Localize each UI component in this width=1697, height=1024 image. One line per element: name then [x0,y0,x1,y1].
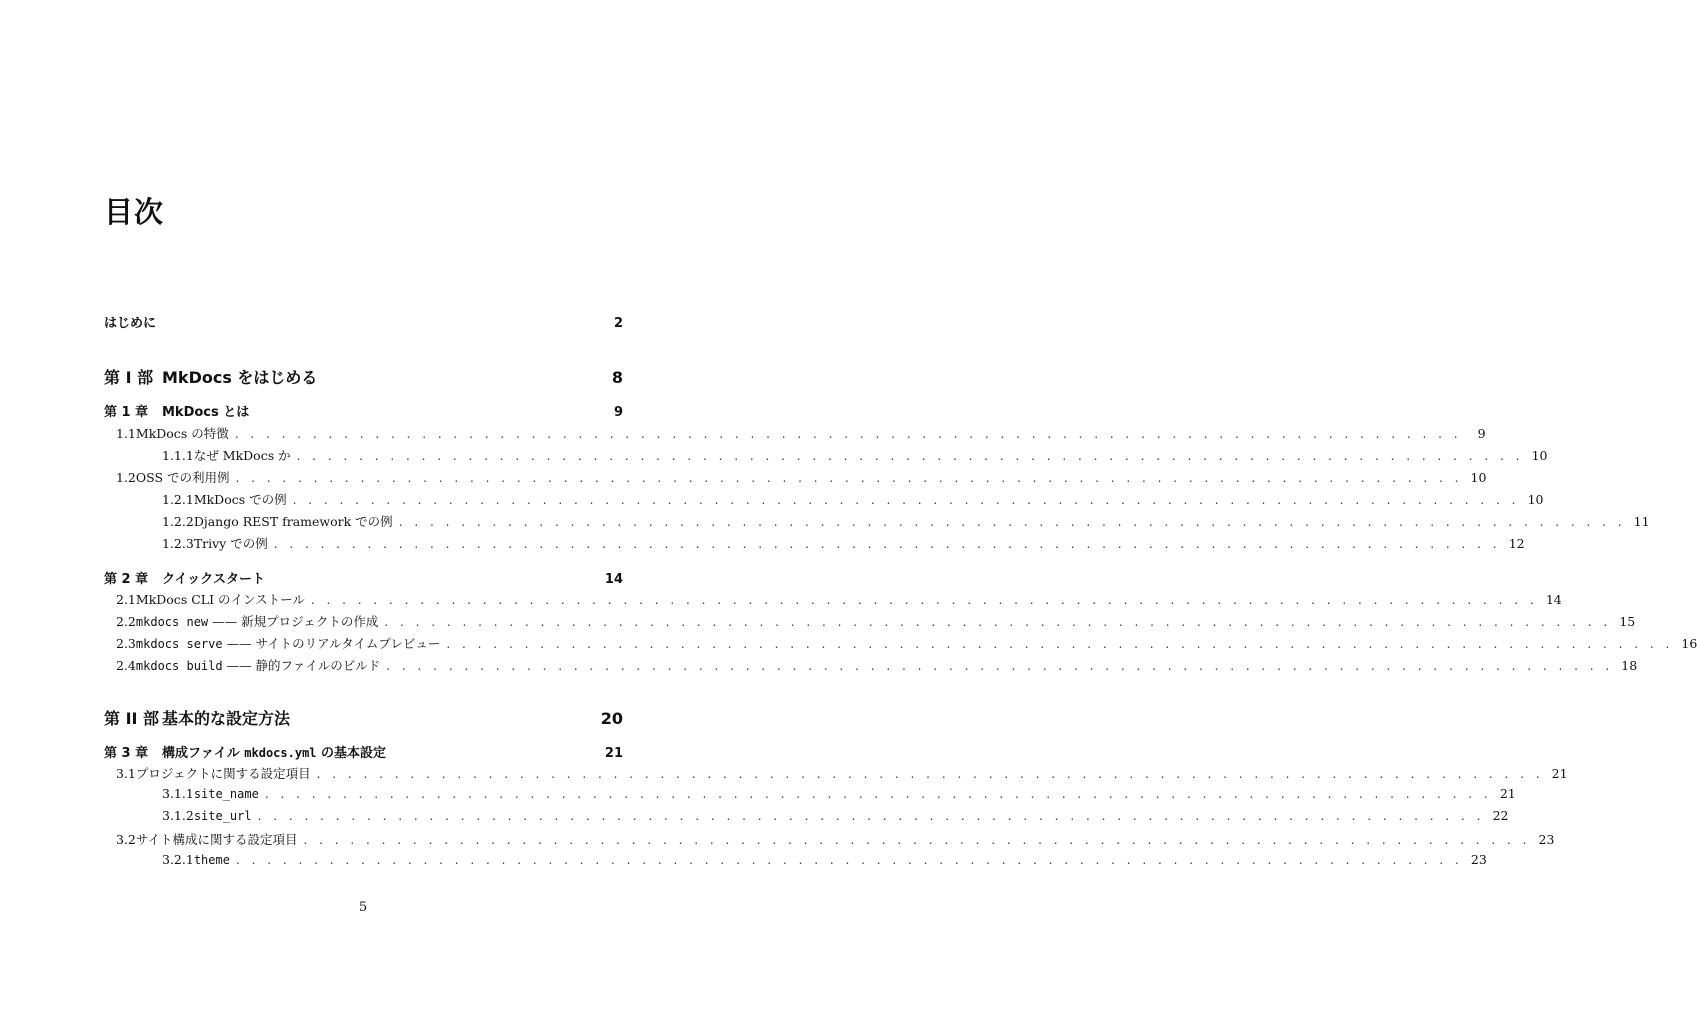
entry-page: 16 [1681,636,1697,651]
toc-entry-section-2-1[interactable] [104,590,1562,612]
section-number: 1.2 [116,470,136,485]
entry-page: 8 [611,368,623,387]
entry-page: 11 [1633,514,1650,529]
dot-leader [258,809,1485,823]
section-number: 2.1 [116,592,136,607]
entry-title [136,634,441,652]
toc-entry-preface[interactable] [104,312,623,334]
dot-leader [293,493,1520,507]
section-number: 1.2.2 [162,514,194,529]
entry-title: なぜ MkDocs か [193,448,291,463]
entry-page: 21 [604,746,623,761]
entry-page: 10 [1470,470,1487,485]
entry-title: プロジェクトに関する設定項目 [135,766,311,781]
dot-leader [317,767,1544,781]
entry-title: MkDocs CLI のインストール [135,592,305,607]
entry-title: MkDocs をはじめる [162,368,318,387]
dot-leader [297,449,1524,463]
entry-title: MkDocs とは [162,405,250,420]
toc-entry-subsection-3-1-1[interactable] [104,786,1516,808]
section-number: 3.1.2 [162,808,194,823]
entry-page: 22 [1492,808,1509,823]
entry-page: 9 [1477,426,1486,441]
toc-entry-section-2-3[interactable] [104,634,1697,656]
toc-entry-subsection-3-1-2[interactable] [104,808,1509,830]
toc-entry-chapter-1[interactable] [104,401,623,423]
part-label: 第 II 部 [104,709,160,728]
dot-leader [235,427,1462,441]
dot-leader [265,787,1492,801]
entry-page: 15 [1619,614,1636,629]
dot-leader [384,615,1611,629]
toc-entry-subsection-1-2-1[interactable] [104,490,1544,512]
entry-title-text-tail: の基本設定 [316,746,387,761]
entry-title: 基本的な設定方法 [162,709,291,728]
entry-title: はじめに [104,316,157,331]
entry-title [162,742,386,761]
entry-title [136,612,378,630]
section-number: 2.4 [116,658,136,673]
dot-leader [236,853,1463,867]
toc-entry-section-3-1[interactable] [104,764,1568,786]
dot-leader [311,593,1538,607]
dot-leader [386,659,1613,673]
dot-leader [304,833,1531,847]
entry-page: 21 [1499,786,1516,801]
entry-title: theme [193,853,230,867]
toc-entry-part-1[interactable] [104,365,623,387]
command-code: mkdocs new [135,615,209,629]
toc-entry-chapter-3[interactable] [104,742,623,764]
toc-entry-section-1-1[interactable] [104,424,1486,446]
entry-title: MkDocs の特徴 [135,426,229,441]
entry-title: site_url [193,809,252,823]
chapter-label: 第 1 章 [104,405,149,420]
entry-page: 2 [613,316,623,331]
entry-page: 23 [1538,832,1555,847]
toc-entry-section-1-2[interactable] [104,468,1487,490]
page-title: 目次 [104,195,165,229]
toc-entry-subsection-1-1-1[interactable] [104,446,1548,468]
section-number: 2.2 [116,614,136,629]
entry-title: OSS での利用例 [135,470,230,485]
section-number: 1.1.1 [162,448,194,463]
chapter-label: 第 2 章 [104,572,149,587]
chapter-label: 第 3 章 [104,746,149,761]
entry-page: 14 [604,572,623,587]
entry-title: Trivy での例 [193,536,268,551]
entry-title: Django REST framework での例 [193,514,393,529]
entry-title: クイックスタート [162,572,265,587]
dot-leader [399,515,1626,529]
entry-title-text: —— サイトのリアルタイムプレビュー [222,636,441,651]
dot-leader [446,637,1673,651]
section-number: 2.3 [116,636,136,651]
entry-page: 9 [613,405,623,420]
section-number: 3.1 [116,766,136,781]
toc-entry-subsection-1-2-3[interactable] [104,534,1525,556]
entry-title: MkDocs での例 [193,492,287,507]
toc-entry-section-3-2[interactable] [104,830,1555,852]
command-code: mkdocs build [135,659,223,673]
section-number: 3.1.1 [162,786,194,801]
part-label: 第 I 部 [104,368,154,387]
section-number: 3.2.1 [162,852,194,867]
command-code: mkdocs serve [135,637,223,651]
page-number-footer: 5 [358,900,368,915]
section-number: 1.2.1 [162,492,194,507]
entry-page: 23 [1470,852,1487,867]
entry-page: 10 [1531,448,1548,463]
entry-title-text: —— 静的ファイルのビルド [222,658,381,673]
config-filename-code: mkdocs.yml [244,746,317,760]
entry-title: サイト構成に関する設定項目 [135,832,298,847]
toc-entry-subsection-1-2-2[interactable] [104,512,1650,534]
entry-page: 12 [1508,536,1525,551]
entry-page: 14 [1545,592,1562,607]
section-number: 1.2.3 [162,536,194,551]
toc-entry-section-2-4[interactable] [104,656,1638,678]
section-number: 3.2 [116,832,136,847]
entry-title-text: 構成ファイル [162,746,245,761]
toc-entry-part-2[interactable] [104,706,623,728]
entry-title [136,656,380,674]
entry-page: 20 [600,709,623,728]
entry-page: 10 [1527,492,1544,507]
toc-entry-subsection-3-2-1[interactable] [104,852,1487,874]
toc-entry-chapter-2[interactable] [104,568,623,590]
entry-page: 21 [1551,766,1568,781]
dot-leader [236,471,1463,485]
entry-title: site_name [193,787,259,801]
entry-title-text: —— 新規プロジェクトの作成 [208,614,379,629]
dot-leader [274,537,1501,551]
section-number: 1.1 [116,426,136,441]
entry-page: 18 [1621,658,1638,673]
toc-entry-section-2-2[interactable] [104,612,1636,634]
